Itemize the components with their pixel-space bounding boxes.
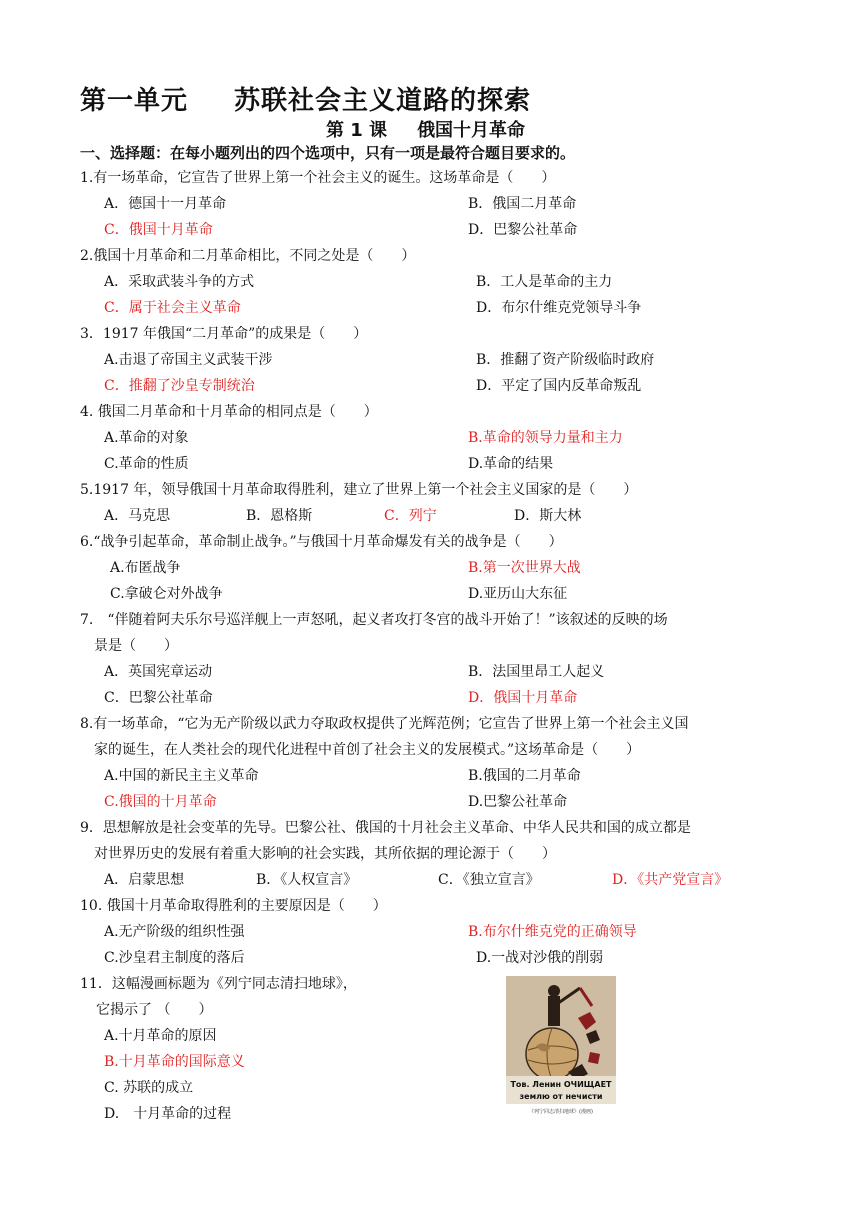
q4-option-a: A.革命的对象 <box>104 430 189 446</box>
q6-option-c: C.拿破仑对外战争 <box>110 586 223 602</box>
q9-option-a: A．启蒙思想 <box>104 872 185 888</box>
q11-option-b: B.十月革命的国际意义 <box>104 1054 245 1070</box>
q5-option-a: A．马克思 <box>104 508 171 524</box>
question-2: 2.俄国十月革命和二月革命相比，不同之处是（ ） <box>80 248 416 264</box>
q10-option-d: D.一战对沙俄的削弱 <box>476 950 604 966</box>
q5-option-c: C．列宁 <box>384 508 437 524</box>
question-11: 11．这幅漫画标题为《列宁同志清扫地球》， <box>80 976 357 992</box>
q1-option-c: C．俄国十月革命 <box>104 222 213 238</box>
cartoon-caption-line1: Тов. Ленин ОЧИЩАЕТ <box>510 1080 612 1089</box>
question-1: 1.有一场革命，它宣告了世界上第一个社会主义的诞生。这场革命是（ ） <box>80 170 556 186</box>
q5-option-d: D．斯大林 <box>514 508 582 524</box>
q3-option-b: B．推翻了资产阶级临时政府 <box>476 352 655 368</box>
q2-option-a: A．采取武装斗争的方式 <box>104 274 255 290</box>
q6-option-b: B.第一次世界大战 <box>468 560 581 576</box>
q9-option-c: C．《独立宣言》 <box>438 872 540 888</box>
q4-option-b: B.革命的领导力量和主力 <box>468 430 623 446</box>
q8-option-a: A.中国的新民主主义革命 <box>104 768 259 784</box>
q3-option-c: C．推翻了沙皇专制统治 <box>104 378 255 394</box>
q9-option-b: B．《人权宣言》 <box>256 872 358 888</box>
question-6: 6.“战争引起革命，革命制止战争。”与俄国十月革命爆发有关的战争是（ ） <box>80 534 563 550</box>
q6-option-a: A.布匿战争 <box>110 560 181 576</box>
lenin-cartoon-image <box>506 976 616 1116</box>
q10-option-a: A.无产阶级的组织性强 <box>104 924 245 940</box>
question-8-cont: 家的诞生，在人类社会的现代化进程中首创了社会主义的发展模式。”这场革命是（ ） <box>94 742 641 758</box>
question-10: 10. 俄国十月革命取得胜利的主要原因是（ ） <box>80 898 387 914</box>
q7-option-a: A．英国宪章运动 <box>104 664 213 680</box>
q7-option-b: B．法国里昂工人起义 <box>468 664 605 680</box>
q6-option-d: D.亚历山大东征 <box>468 586 568 602</box>
cartoon-subcaption: 《列宁同志清扫地球》(漫画) <box>529 1109 593 1115</box>
q8-option-b: B.俄国的二月革命 <box>468 768 581 784</box>
q2-option-b: B．工人是革命的主力 <box>476 274 613 290</box>
q9-option-d: D．《共产党宣言》 <box>612 872 729 888</box>
q2-option-c: C．属于社会主义革命 <box>104 300 241 316</box>
q8-option-c: C.俄国的十月革命 <box>104 794 217 810</box>
cartoon-illustration <box>506 976 616 1116</box>
q2-option-d: D．布尔什维克党领导斗争 <box>476 300 642 316</box>
question-9: 9．思想解放是社会变革的先导。巴黎公社、俄国的十月社会主义革命、中华人民共和国的成立都是 <box>80 820 691 836</box>
q4-option-c: C.革命的性质 <box>104 456 189 472</box>
q3-option-d: D．平定了国内反革命叛乱 <box>476 378 642 394</box>
question-3: 3．1917 年俄国“二月革命”的成果是（ ） <box>80 326 368 342</box>
q5-option-b: B．恩格斯 <box>246 508 313 524</box>
cartoon-caption-line2: землю от нечисти <box>519 1092 603 1101</box>
question-4: 4. 俄国二月革命和十月革命的相同点是（ ） <box>80 404 378 420</box>
q1-option-d: D．巴黎公社革命 <box>468 222 578 238</box>
q1-option-b: B．俄国二月革命 <box>468 196 577 212</box>
q4-option-d: D.革命的结果 <box>468 456 554 472</box>
q8-option-d: D.巴黎公社革命 <box>468 794 568 810</box>
q10-option-c: C.沙皇君主制度的落后 <box>104 950 245 966</box>
section-instruction: 一、选择题：在每小题列出的四个选项中，只有一项是最符合题目要求的。 <box>80 144 576 162</box>
question-7: 7. “伴随着阿夫乐尔号巡洋舰上一声怒吼，起义者攻打冬宫的战斗开始了！”该叙述的反映的场 <box>80 612 668 628</box>
question-9-cont: 对世界历史的发展有着重大影响的社会实践，其所依据的理论源于（ ） <box>94 846 556 862</box>
lesson-name: 俄国十月革命 <box>417 120 526 141</box>
lesson-number: 第 1 课 <box>326 120 388 141</box>
unit-title <box>80 80 531 117</box>
question-7-cont: 景是（ ） <box>94 638 178 654</box>
q7-option-c: C．巴黎公社革命 <box>104 690 213 706</box>
unit-number: 第一单元 <box>80 86 189 116</box>
q3-option-a: A.击退了帝国主义武装干涉 <box>104 352 273 368</box>
q1-option-a: A．德国十一月革命 <box>104 196 227 212</box>
q10-option-b: B.布尔什维克党的正确领导 <box>468 924 637 940</box>
unit-name: 苏联社会主义道路的探索 <box>234 86 532 116</box>
lesson-title <box>326 116 525 142</box>
question-11-cont: 它揭示了 （ ） <box>96 1002 213 1018</box>
q7-option-d: D．俄国十月革命 <box>468 690 578 706</box>
q11-option-a: A.十月革命的原因 <box>104 1028 217 1044</box>
q11-option-c: C. 苏联的成立 <box>104 1080 194 1096</box>
question-5: 5.1917 年，领导俄国十月革命取得胜利，建立了世界上第一个社会主义国家的是（ ） <box>80 482 638 498</box>
question-8: 8.有一场革命，“它为无产阶级以武力夺取政权提供了光辉范例；它宣告了世界上第一个社会主义国 <box>80 716 689 732</box>
q11-option-d: D. 十月革命的过程 <box>104 1106 232 1122</box>
